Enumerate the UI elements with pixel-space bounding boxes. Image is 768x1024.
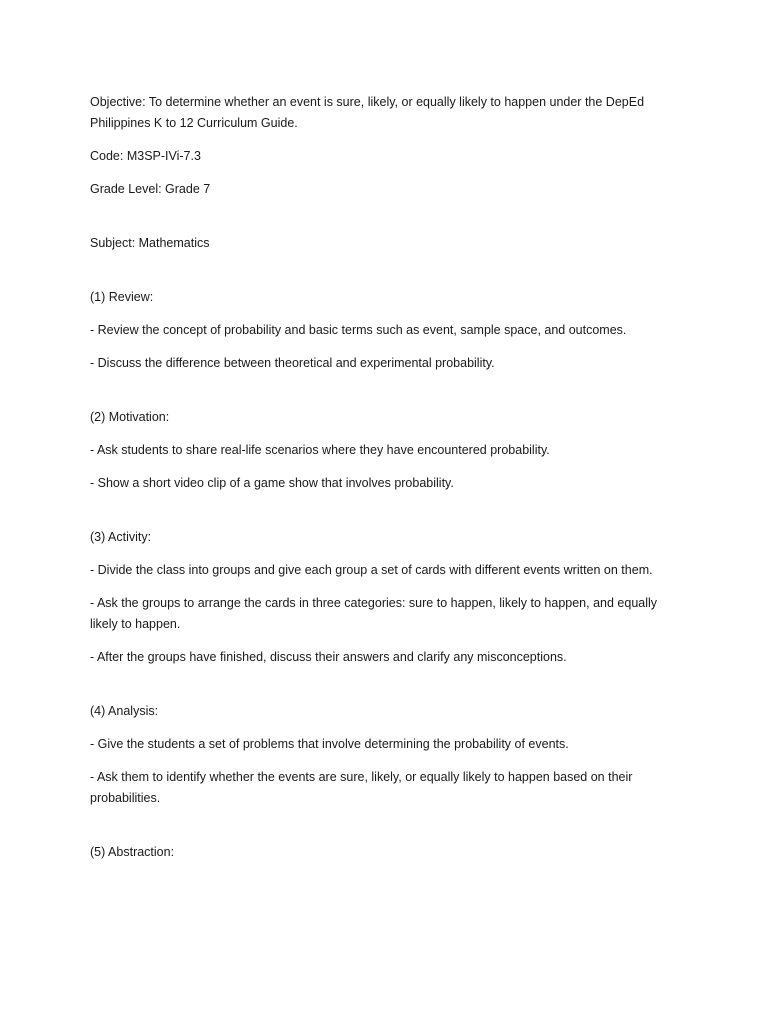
lesson-plan-body <box>90 92 690 863</box>
activity-heading: (3) Activity: <box>90 530 152 544</box>
code-line: Code: M3SP-IVi-7.3 <box>90 149 201 163</box>
activity-item: - Divide the class into groups and give each group a set of cards with different events written on them. <box>90 563 653 577</box>
analysis-heading: (4) Analysis: <box>90 704 159 718</box>
analysis-item: - Give the students a set of problems that involve determining the probability of events. <box>90 737 569 751</box>
review-item: - Discuss the difference between theoretical and experimental probability. <box>90 356 495 370</box>
analysis-item-continuation: probabilities. <box>90 791 161 805</box>
activity-item: - Ask the groups to arrange the cards in three categories: sure to happen, likely to happen, and equally <box>90 596 658 610</box>
motivation-item: - Show a short video clip of a game show that involves probability. <box>90 476 454 490</box>
objective-line-2: Philippines K to 12 Curriculum Guide. <box>90 116 298 130</box>
subject-line: Subject: Mathematics <box>90 236 210 250</box>
activity-item: - After the groups have finished, discuss their answers and clarify any misconceptions. <box>90 650 567 664</box>
objective-line-1: Objective: To determine whether an event is sure, likely, or equally likely to happen under the DepEd <box>90 95 645 109</box>
analysis-item: - Ask them to identify whether the events are sure, likely, or equally likely to happen based on their <box>90 770 633 784</box>
activity-item-continuation: likely to happen. <box>90 617 181 631</box>
motivation-item: - Ask students to share real-life scenarios where they have encountered probability. <box>90 443 550 457</box>
review-item: - Review the concept of probability and basic terms such as event, sample space, and outcomes. <box>90 323 627 337</box>
motivation-heading: (2) Motivation: <box>90 410 170 424</box>
grade-level-line: Grade Level: Grade 7 <box>90 182 211 196</box>
abstraction-heading: (5) Abstraction: <box>90 845 175 859</box>
review-heading: (1) Review: <box>90 290 154 304</box>
